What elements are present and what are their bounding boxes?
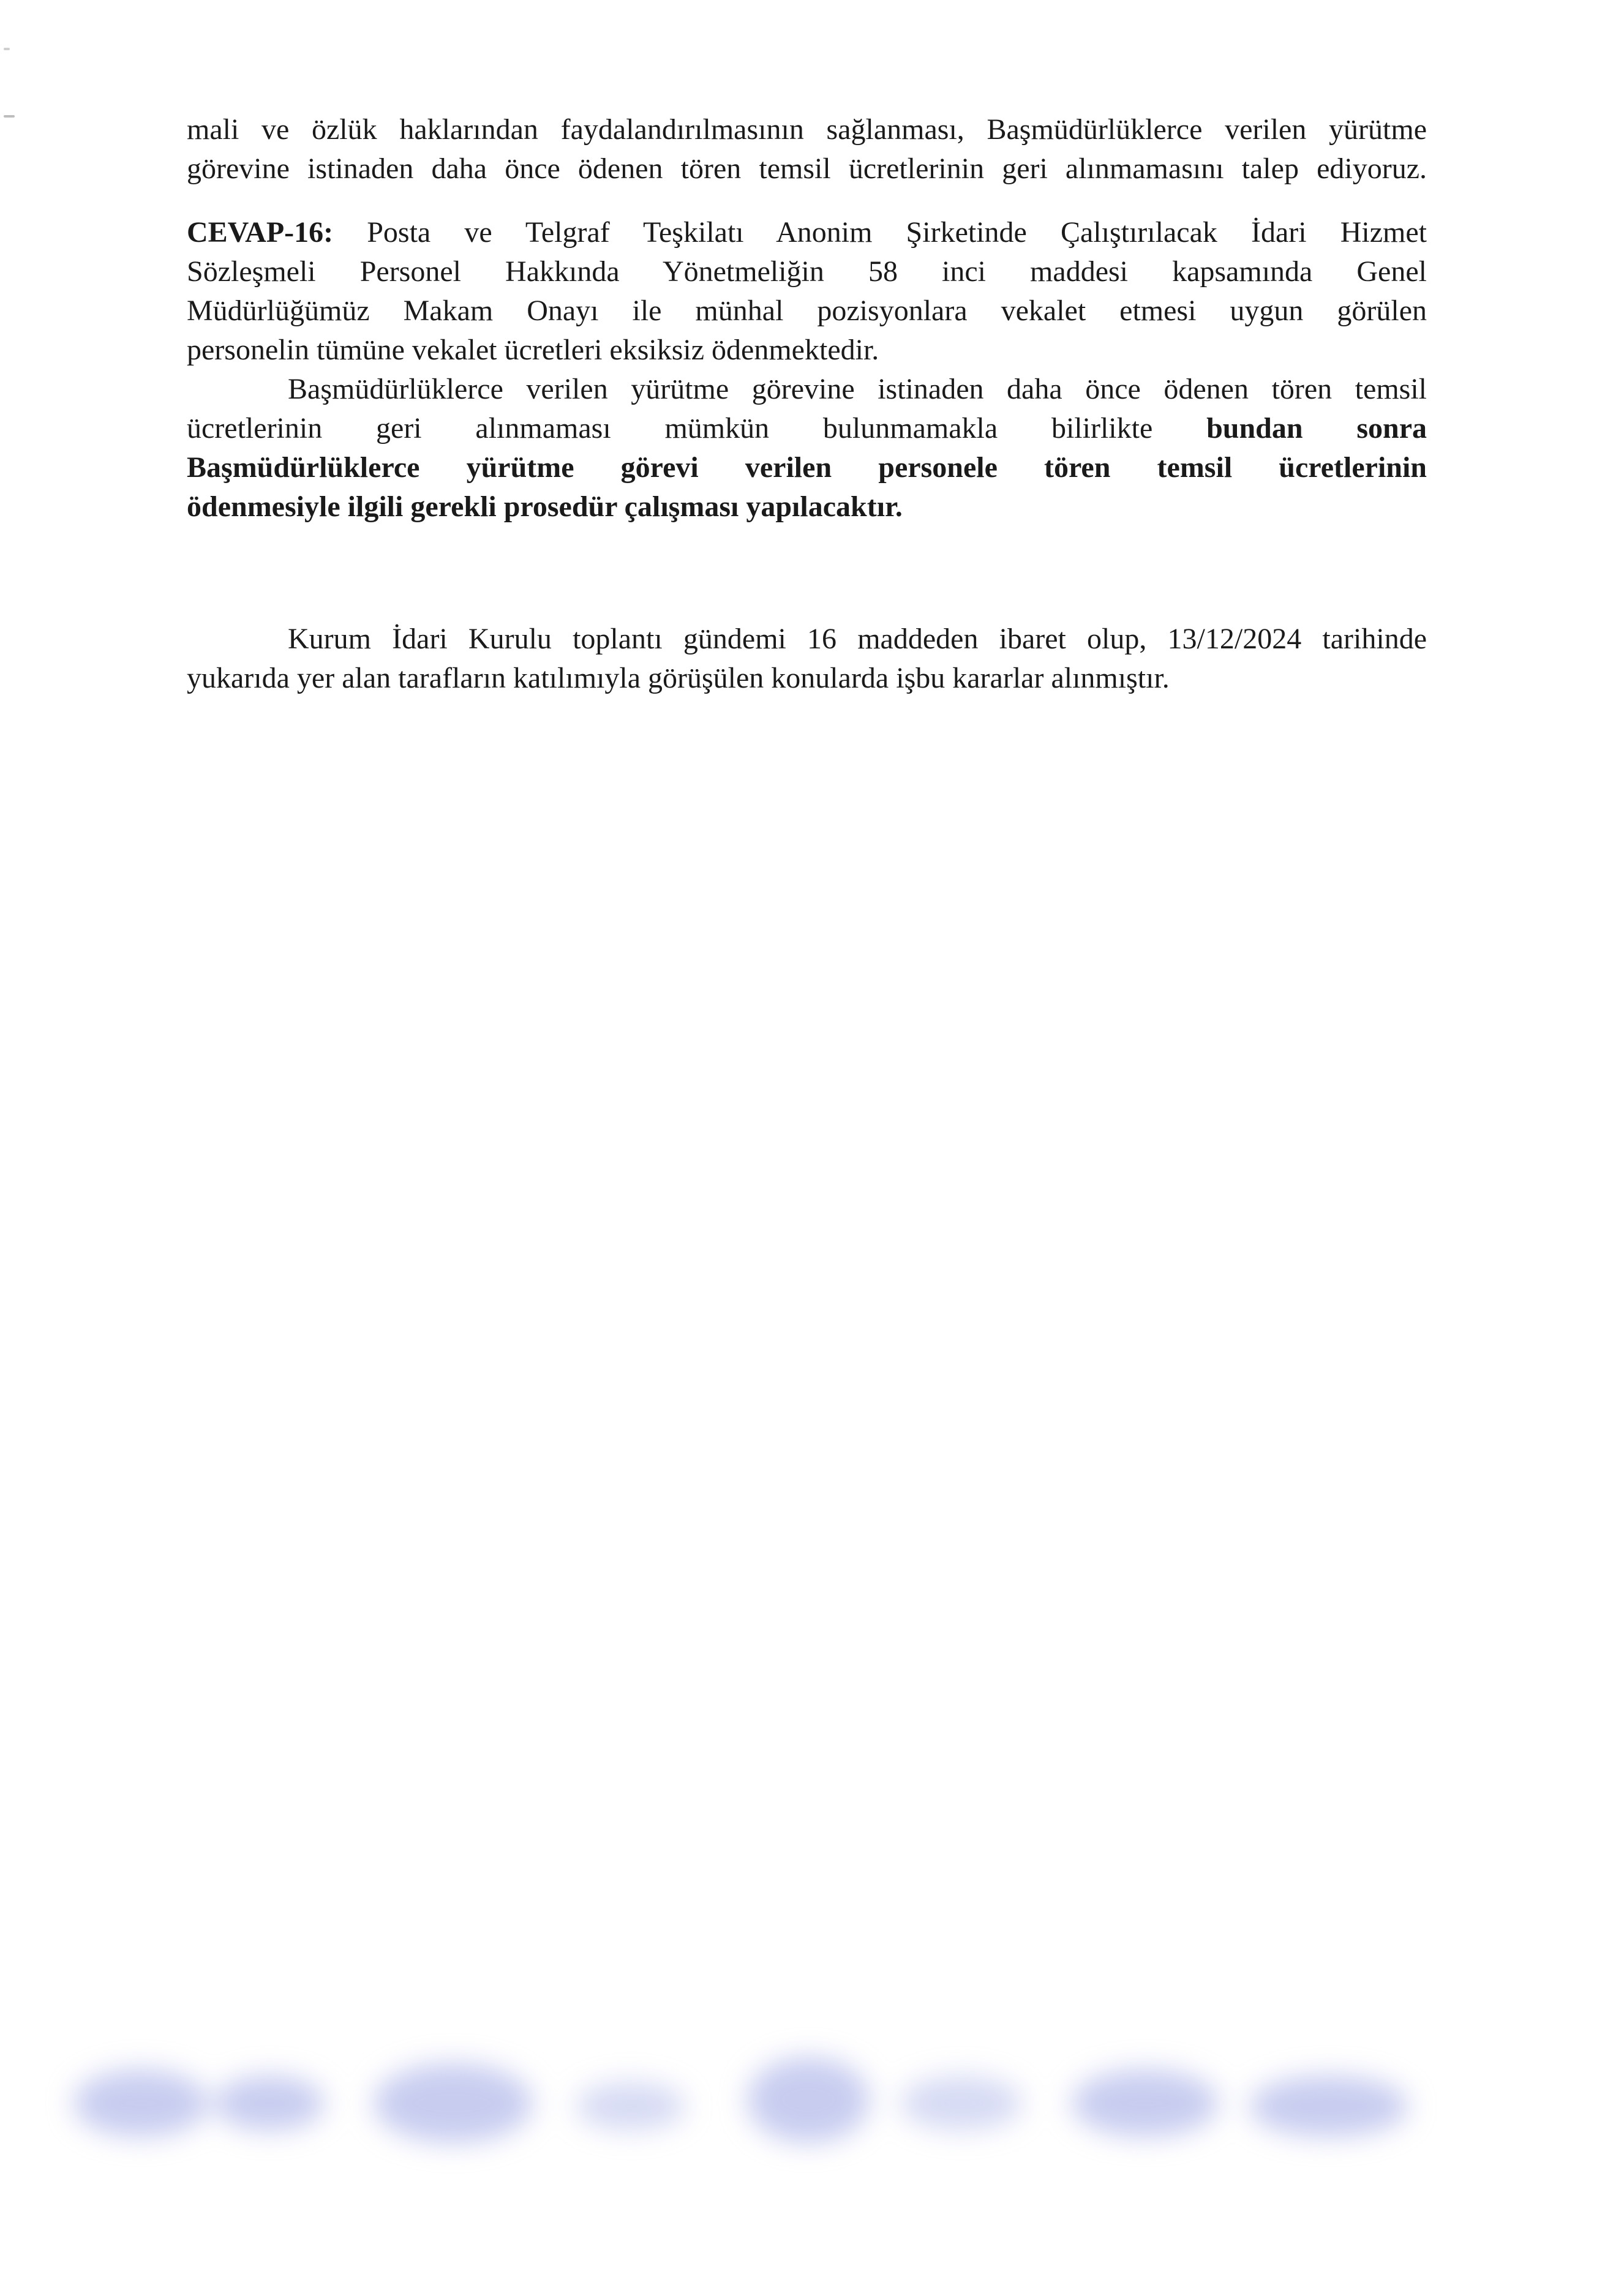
text-line: Müdürlüğümüz Makam Onayı ile münhal pozisyonlara vekalet etmesi uygun görülen	[187, 295, 1427, 327]
text-line: personelin tümüne vekalet ücretleri eksiksiz ödenmektedir.	[187, 334, 879, 366]
closing-paragraph	[187, 620, 1427, 698]
answer-label: CEVAP-16:	[187, 216, 334, 249]
text-line: yukarıda yer alan tarafların katılımıyla görüşülen konularda işbu kararlar alınmıştır.	[187, 662, 1170, 694]
text-line	[187, 409, 1427, 448]
text-line: mali ve özlük haklarından faydalandırılmasının sağlanması, Başmüdürlüklerce verilen yürütme	[187, 113, 1427, 146]
text-line	[187, 213, 1427, 252]
text-line: Başmüdürlüklerce verilen yürütme görevine istinaden daha önce ödenen tören temsil	[288, 373, 1427, 405]
redacted-signatures	[55, 2020, 1464, 2204]
followup-text: ücretlerinin geri alınmaması mümkün bulunmamakla bilirlikte	[187, 412, 1207, 445]
text-line: görevine istinaden daha önce ödenen tören temsil ücretlerinin geri alınmamasını talep ediyoruz.	[187, 152, 1427, 185]
answer-paragraph	[187, 213, 1427, 370]
text-line: Kurum İdari Kurulu toplantı gündemi 16 maddeden ibaret olup, 13/12/2024 tarihinde	[288, 623, 1427, 655]
document-body	[187, 110, 1427, 698]
intro-paragraph	[187, 110, 1427, 189]
answer-text: Posta ve Telgraf Teşkilatı Anonim Şirketinde Çalıştırılacak İdari Hizmet	[333, 216, 1427, 249]
scan-artifact	[4, 48, 10, 50]
text-line: Başmüdürlüklerce yürütme görevi verilen personele tören temsil ücretlerinin	[187, 451, 1427, 484]
text-line: Sözleşmeli Personel Hakkında Yönetmeliğin 58 inci maddesi kapsamında Genel	[187, 255, 1427, 288]
followup-paragraph	[187, 370, 1427, 527]
followup-bold-text: bundan sonra	[1206, 412, 1427, 445]
text-line: ödenmesiyle ilgili gerekli prosedür çalışması yapılacaktır.	[187, 490, 903, 523]
scan-artifact	[4, 115, 15, 118]
